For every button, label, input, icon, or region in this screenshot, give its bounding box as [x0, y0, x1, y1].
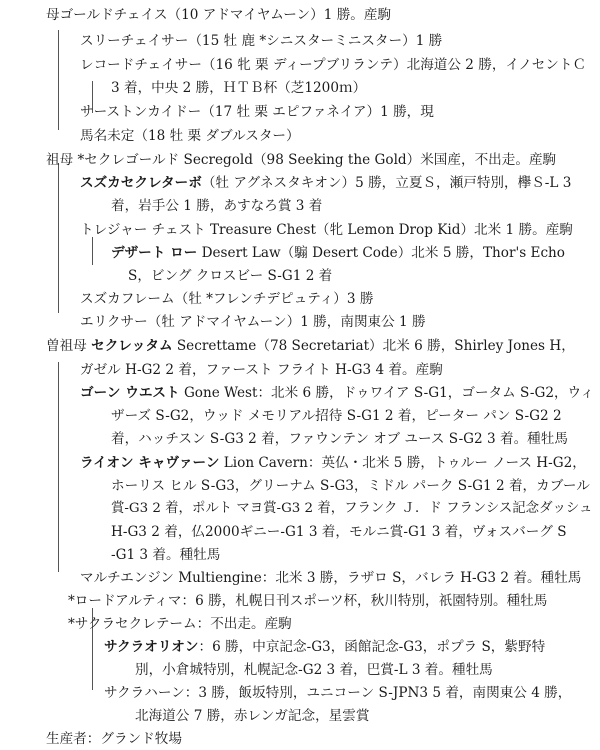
line-17: ゴーン ウエスト Gone West：北米 6 勝，ドゥワイア S-G1，ゴータム S-G2，ウィ [80, 385, 594, 401]
line-12: S，ビング クロスビー S-G1 2 着 [128, 268, 333, 284]
line-13: スズカフレーム（牡 *フレンチデピュティ）3 勝 [80, 291, 374, 307]
line-14: エリクサー（牡 アドマイヤムーン）1 勝，南関東公 1 勝 [80, 314, 426, 330]
line-19: 着，ハッチスン S-G3 2 着，ファウンテン オブ ユース S-G2 3 着。種牡馬 [111, 431, 568, 447]
line-10: トレジャー チェスト Treasure Chest（牝 Lemon Drop Kid）北米 1 勝。産駒 [80, 222, 573, 238]
line-27: *サクラセクレテーム：不出走。産駒 [68, 616, 292, 632]
line-1: 母ゴールドチェイス（10 アドマイヤムーン）1 勝。産駒 [46, 7, 392, 23]
horse-name: デザート ロー [111, 245, 198, 261]
line-29: 別，小倉城特別，札幌記念-G2 3 着，巴賞-L 3 着。種牡馬 [135, 662, 493, 678]
line-7: 祖母 *セクレゴールド Secregold（98 Seeking the Gold）米国産，不出走。産駒 [46, 152, 557, 168]
horse-name: ライオン キャヴァーン [80, 455, 220, 471]
line-24: -G1 3 着。種牡馬 [111, 547, 221, 563]
line-25: マルチエンジン Multiengine：北米 3 勝，ラザロ S，バレラ H-G3 2 着。種牡馬 [80, 570, 582, 586]
line-3: レコードチェイサー（16 牝 栗 ディープブリランテ）北海道公 2 勝，イノセントＣ [80, 57, 587, 73]
line-26: *ロードアルティマ：6 勝，札幌日刊スポーツ杯，秋川特別，祇園特別。種牡馬 [68, 593, 548, 609]
line-15: 曽祖母 セクレッタム Secrettame（78 Secretariat）北米 6 勝，Shirley Jones H， [46, 338, 575, 354]
line-11: デザート ロー Desert Law（騸 Desert Code）北米 5 勝，Thor's Echo [111, 245, 565, 261]
line-30: サクラハーン：3 勝，飯坂特別，ユニコーン S-JPN3 5 着，南関東公 4 勝， [104, 685, 572, 701]
line-31: 北海道公 7 勝，赤レンガ記念，星雲賞 [135, 708, 370, 724]
line-4: 3 着，中央 2 勝，ＨＴＢ杯（芝1200ｍ） [111, 80, 367, 96]
horse-name: ゴーン ウエスト [80, 385, 180, 401]
tree-line-treasure [92, 237, 93, 265]
line-5: サーストンカイドー（17 牡 栗 エピファネイア）1 勝，現 [80, 104, 434, 120]
line-21: ホーリス ヒル S-G3，グリーナム S-G3，ミドル パーク S-G1 2 着，カブール [111, 478, 590, 494]
line-16: ガゼル H-G2 2 着，ファースト フライト H-G3 4 着。産駒 [80, 362, 443, 378]
line-28: サクラオリオン：6 勝，中京記念-G3，函館記念-G3，ポプラ S，紫野特 [104, 639, 546, 655]
line-18: ザーズ S-G2，ウッド メモリアル招待 S-G1 2 着，ピーター パン S-G2 2 [111, 408, 562, 424]
line-22: 賞-G3 2 着，ポルト マヨ賞-G3 2 着，フランク Ｊ．ド フランシス記念ダッシュ [111, 501, 593, 516]
tree-line-greatgranddam [58, 362, 59, 572]
horse-name: スズカセクレターボ [80, 175, 202, 191]
horse-name: セクレッタム [91, 338, 173, 354]
line-8: スズカセクレターボ（牡 アグネスタキオン）5 勝，立夏Ｓ，瀬戸特別，欅Ｓ-L 3 [80, 175, 572, 191]
line-23: H-G3 2 着，仏2000ギニー-G1 3 着，モルニ賞-G1 3 着，ヴォスバーグ S [111, 524, 567, 540]
line-6: 馬名未定（18 牡 栗 ダブルスター） [80, 128, 300, 144]
tree-line-granddam [58, 163, 59, 313]
line-9: 着，岩手公 1 勝，あすなろ賞 3 着 [111, 198, 323, 214]
tree-line-dam [58, 30, 59, 130]
horse-name: サクラオリオン [104, 639, 199, 655]
line-2: スリーチェイサー（15 牡 鹿 *シニスターミニスター）1 勝 [80, 33, 443, 49]
breeder-line: 生産者：グランド牧場 [46, 731, 182, 747]
line-20: ライオン キャヴァーン Lion Cavern：英仏・北米 5 勝，トゥルー ノース H-G2， [80, 455, 586, 471]
